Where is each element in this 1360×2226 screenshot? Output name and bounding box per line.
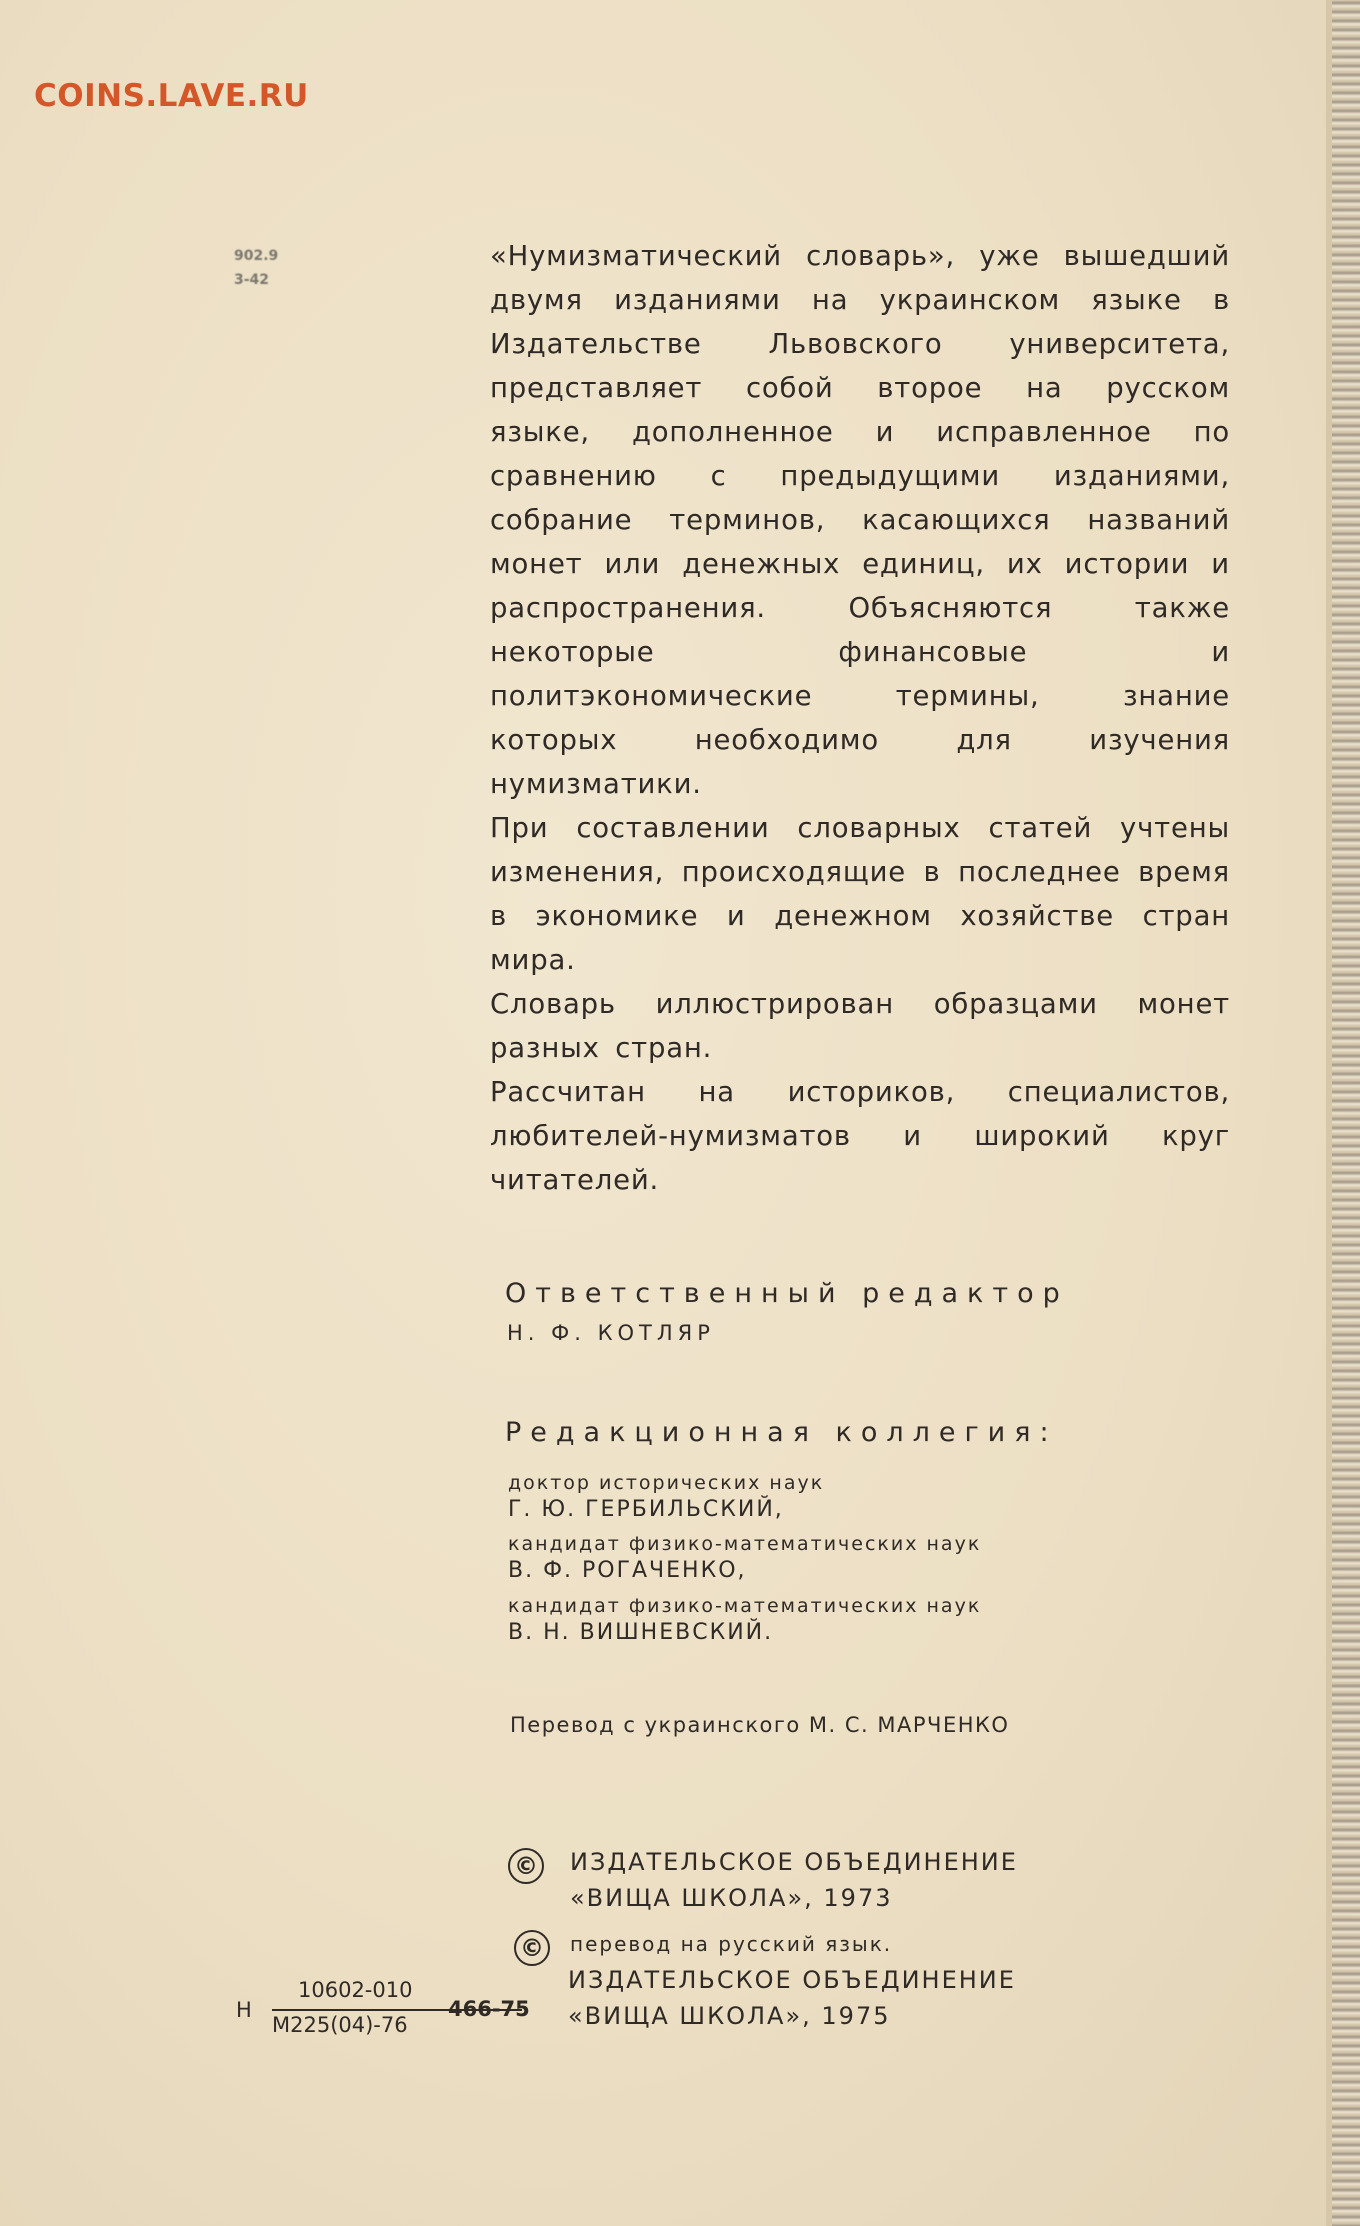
publication-code bbox=[236, 1976, 536, 2046]
copyright-line: ИЗДАТЕЛЬСКОЕ ОБЪЕДИНЕНИЕ bbox=[570, 1848, 1018, 1876]
watermark: COINS.LAVE.RU bbox=[34, 78, 309, 114]
editor-name: Н. Ф. КОТЛЯР bbox=[507, 1321, 715, 1345]
abstract bbox=[490, 234, 1230, 1202]
copyright-line: перевод на русский язык. bbox=[570, 1932, 893, 1956]
copyright-line: ИЗДАТЕЛЬСКОЕ ОБЪЕДИНЕНИЕ bbox=[568, 1966, 1016, 1994]
book-spine bbox=[1332, 0, 1360, 2226]
board-member-title: доктор исторических наук bbox=[508, 1472, 825, 1494]
board-member-name: Г. Ю. ГЕРБИЛЬСКИЙ, bbox=[508, 1497, 784, 1522]
abstract-paragraph: Словарь иллюстрирован образцами монет разных стран. bbox=[490, 988, 1230, 1064]
abstract-paragraph: Рассчитан на историков, специалистов, любителей-нумизматов и широкий круг читателей. bbox=[490, 1076, 1230, 1196]
board-member-name: В. Ф. РОГАЧЕНКО, bbox=[508, 1558, 747, 1583]
pubcode-denominator: М225(04)-76 bbox=[272, 2013, 408, 2037]
board-member-name: В. Н. ВИШНЕВСКИЙ. bbox=[508, 1620, 774, 1645]
classification-line-2: 3-42 bbox=[234, 272, 270, 288]
copyright-line: «ВИЩА ШКОЛА», 1975 bbox=[568, 2002, 891, 2030]
classification-line-1: 902.9 bbox=[234, 248, 279, 264]
editor-heading: Ответственный редактор bbox=[505, 1278, 1069, 1309]
translation-credit: Перевод с украинского М. С. МАРЧЕНКО bbox=[510, 1713, 1010, 1737]
classification-code bbox=[234, 244, 278, 292]
board-heading: Редакционная коллегия: bbox=[505, 1417, 1058, 1448]
pubcode-numerator: 10602-010 bbox=[298, 1978, 413, 2002]
copyright-icon: © bbox=[514, 1930, 550, 1966]
board-member-title: кандидат физико-математических наук bbox=[508, 1533, 982, 1555]
abstract-paragraph: При составлении словарных статей учтены изменения, происходящие в последнее время в экономике и денежном хозяйстве стран мира. bbox=[490, 812, 1230, 976]
board-member-title: кандидат физико-математических наук bbox=[508, 1595, 982, 1617]
copyright-icon: © bbox=[508, 1848, 544, 1884]
pubcode-prefix: Н bbox=[236, 1998, 252, 2022]
abstract-paragraph: «Нумизматический словарь», уже вышедший двумя изданиями на украинском языке в Издательстве Львовского университета, представляет собой второе на русском языке, дополненное и исправленное по сравнению с предыдущими изданиями, собрание терминов, касающихся названий монет или денежных единиц, их истории и распространения. Объясняются также некоторые финансовые и политэкономические термины, знание которых необходимо для изучения нумизматики. bbox=[490, 240, 1230, 800]
copyright-line: «ВИЩА ШКОЛА», 1973 bbox=[570, 1884, 893, 1912]
pubcode-suffix: 466-75 bbox=[448, 1997, 530, 2021]
